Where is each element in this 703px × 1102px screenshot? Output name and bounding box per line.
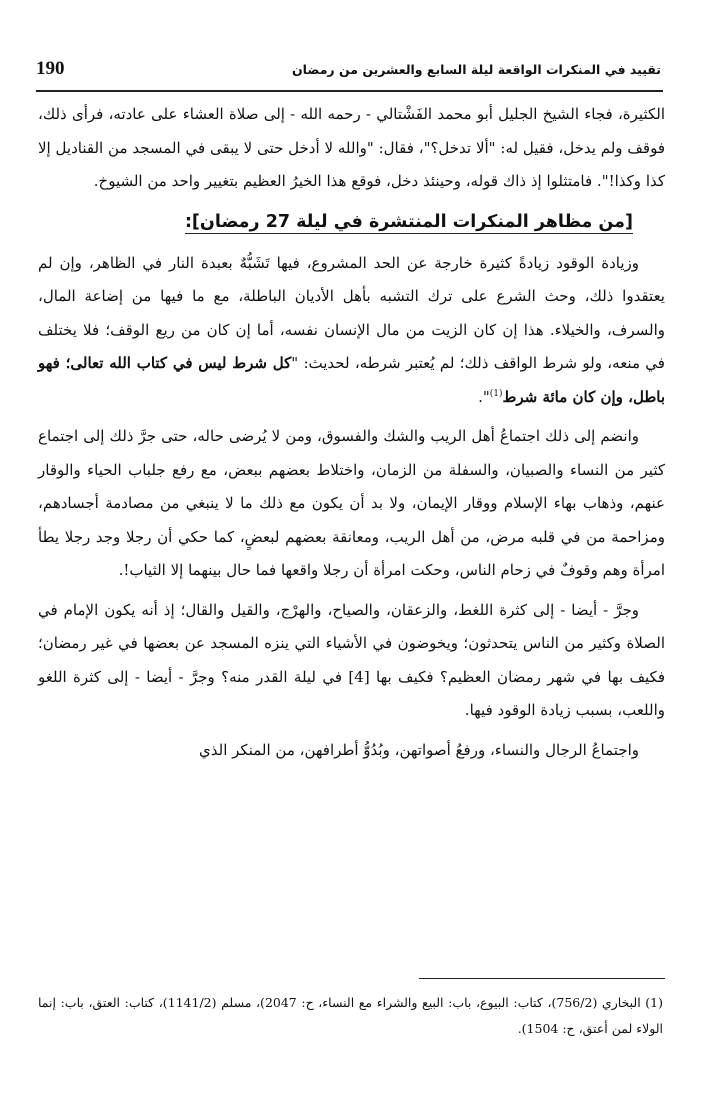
footnotes <box>38 990 663 1042</box>
section-heading-text: [من مظاهر المنكرات المنتشرة في ليلة 27 رمضان]: <box>184 211 633 232</box>
paragraph: وانضم إلى ذلك اجتماعُ أهل الريب والشك والفسوق، ومن لا يُرضى حاله، حتى جرَّ ذلك إلى اجتماع كثير من النساء والصبيان، والسفلة من الزمان، واختلاط بعضهم ببعض، مع رفع جلباب الحياء والوقار عنهم، وذهاب بهاء الإسلام ووقار الإيمان، ولا بد أن يكون مع ذلك ما لا ينبغي من مصادمة أجسادهم، ومزاحمة من في قلبه مرض، من أهل الريب، ومعانقة بعضهم لبعضٍ، كما حكي أن رجلا وجد رجلا يطأ امرأة وهم وقوفٌ في زحام الناس، وحكت امرأة أن رجلا واقعها فما حال بينهما إلا الثياب!. <box>38 427 665 579</box>
paragraph-text: وزيادة الوقود زيادةً كثيرة خارجة عن الحد المشروع، فيها تَشَبُّهٌ بعبدة النار في الظاهر، وإن لم يعتقدوا ذلك، وحث الشرع على ترك التشبه بأهل الأديان الباطلة، مع ما فيها من إضاعة المال، والسرف، والخيلاء. هذا إن كان الزيت من مال الإنسان نفسه، أما إن كان من ريع الوقف؛ فلا يختلف في منعه، ولو شرط الواقف ذلك؛ لم يُعتبر شرطه، لحديث: " <box>38 253 665 372</box>
page-number: 190 <box>36 58 65 79</box>
hadith-quote: كل شرط ليس في كتاب الله تعالى؛ فهو باطل، وإن كان مائة شرط <box>38 354 665 406</box>
section-heading <box>38 205 633 239</box>
paragraph: الكثيرة، فجاء الشيخ الجليل أبو محمد الفَشْتالي - رحمه الله - إلى صلاة العشاء على عادته، فرأى ذلك، فوقف ولم يدخل، فقيل له: "ألا تدخل؟"، فقال: "والله لا أدخل حتى لا يبقى في المسجد من القناديل إلا كذا وكذا!". فامتثلوا إذ ذاك قوله، وحينئذ دخل، فوقع هذا الخيرُ العظيم بتغيير واحد من الشيوخ. <box>38 105 665 190</box>
paragraph: وجرَّ - أيضا - إلى كثرة اللغط، والزعقان، والصياح، والهرْج، والقيل والقال؛ إذ أنه يكون الإمام في الصلاة وكثير من الناس يتحدثون؛ ويخوضون في الأشياء التي ينزه المسجد عن بعضها في غير رمضان؛ فكيف بها في شهر رمضان العظيم؟ فكيف بها [4] في ليلة القدر منه؟ وجرَّ - أيضا - إلى كثرة اللغو واللعب، بسبب زيادة الوقود فيها. <box>38 600 665 719</box>
running-title: تقييد في المنكرات الواقعة ليلة السابع والعشرين من رمضان <box>292 62 661 77</box>
paragraph-waqood <box>38 247 665 415</box>
footnote-divider <box>419 978 665 979</box>
page-header <box>36 52 663 92</box>
page-body <box>38 98 665 773</box>
paragraph-text-end: ". <box>478 387 490 406</box>
paragraph: واجتماعُ الرجال والنساء، ورفعُ أصواتهن، وبُدُوُّ أطرافهن، من المنكر الذي <box>199 740 639 759</box>
footnote: (1) البخاري (756/2)، كتاب: البيوع، باب: البيع والشراء مع النساء، ح: 2047)، مسلم (1141/2)، كتاب: العتق، باب: إنما الولاء لمن أعتق، ح: 1504). <box>38 995 663 1036</box>
footnote-reference[interactable]: (1) <box>489 388 503 399</box>
